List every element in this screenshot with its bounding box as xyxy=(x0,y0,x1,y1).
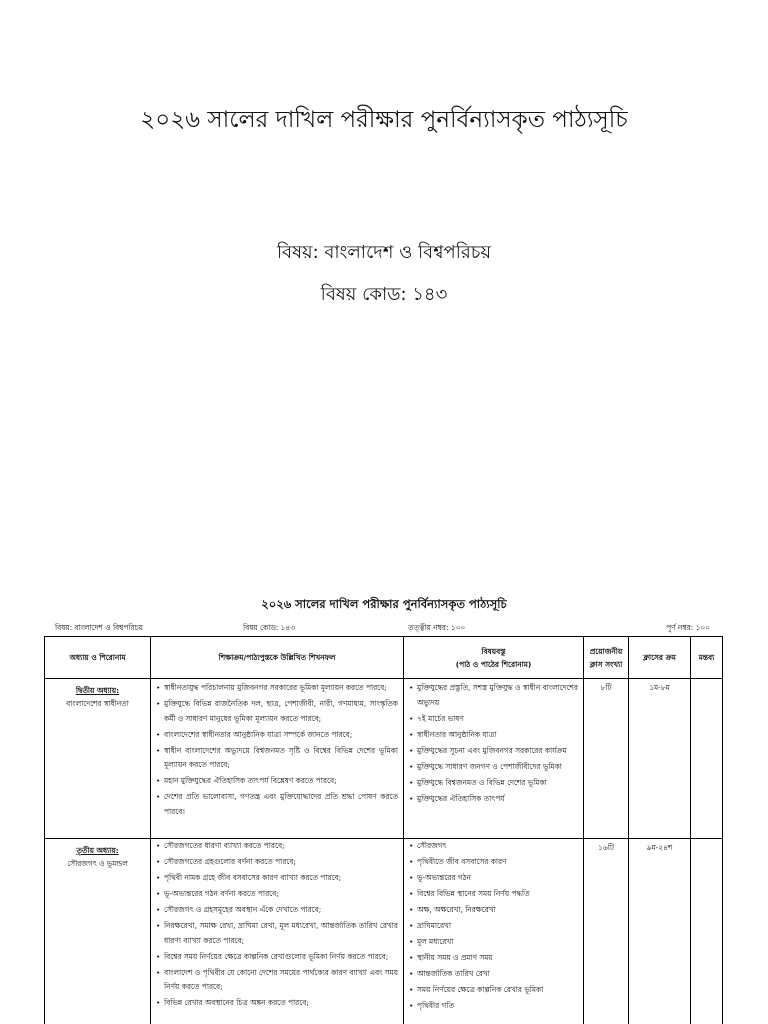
outcome-item: • সৌরজগতের গ্রহগুলোর বর্ণনা করতে পারবে; xyxy=(156,855,398,870)
chapter-title: বাংলাদেশের স্বাধীনতা xyxy=(66,699,129,708)
chapter-title: সৌরজগৎ ও ভূমন্ডল xyxy=(67,859,128,868)
content-item: • মুক্তিযুদ্ধের প্রস্তুতি, সশস্ত্র মুক্তিযুদ্ধ ও স্বাধীন বাংলাদেশের অভ্যুদয় xyxy=(409,681,578,710)
header-classes-label: প্রয়োজনীয় xyxy=(589,646,623,656)
outcome-item: • মুক্তিযুদ্ধে বিভিন্ন রাজনৈতিক দল, ছাত্র, পেশাজীবী, নারী, গণমাধ্যম, সাংস্কৃতিক কর্মী ও সাধারণ মানুষের ভূমিকা মূল্যায়ন করতে পারবে; xyxy=(156,697,398,726)
outcome-item: • মহান মুক্তিযুদ্ধের ঐতিহাসিক তাৎপর্য বিশ্লেষণ করতে পারবে; xyxy=(156,774,398,789)
header-outcomes xyxy=(151,637,404,679)
header-outcomes-label: শিক্ষাক্রম/পাঠ্যপুস্তকে উল্লিখিত শিখনফল xyxy=(218,653,336,662)
row-2-class-order: ৯ম-২৪শ xyxy=(629,839,691,1024)
header-classes xyxy=(584,637,629,679)
content-item: • মুক্তিযুদ্ধে সাধারণ জনগণ ও পেশাজীবীদের ভূমিকা xyxy=(409,760,578,775)
outcome-item: • দেশের প্রতি ভালোবাসা, গণতন্ত্র এবং মুক্তিযোদ্ধাদের প্রতি শ্রদ্ধা পোষণ করতে পারবে। xyxy=(156,790,398,819)
contents-list xyxy=(409,839,578,1014)
row-2-contents xyxy=(404,839,584,1024)
outcome-item: • বিশ্বের সময় নির্ণয়ের ক্ষেত্রে কাল্পনিক রেখাগুলোর ভূমিকা নির্ণয় করতে পারবে; xyxy=(156,950,398,965)
outcome-item: • নিরক্ষরেখা, সমাক্ষ রেখা, দ্রাঘিমা রেখা, মূল মধ্যরেখা, আন্তর্জাতিক তারিখ রেখার ধারণা ব্যাখ্যা করতে পারবে; xyxy=(156,919,398,948)
row-1-outcomes xyxy=(151,679,404,839)
header-content-sublabel: (পাঠ ও পাঠের শিরোনাম) xyxy=(455,659,532,669)
info-full-marks: পূর্ণ নম্বর: ১০০ xyxy=(666,623,710,632)
row-1-class-count: ৮টি xyxy=(584,679,629,839)
outcome-item: • বাংলাদেশ ও পৃথিবীর যে কোনো দেশের সময়ের পার্থক্যের কারণ ব্যাখ্যা এবং সময় নির্ণয় করতে পারবে; xyxy=(156,966,398,995)
content-item: • আন্তর্জাতিক তারিখ রেখা xyxy=(409,967,578,982)
outcome-item: • বাংলাদেশের স্বাধীনতার আনুষ্ঠানিক যাত্রা সম্পর্কে জানতে পারবে; xyxy=(156,728,398,743)
content-item: • ভূ-অভ্যন্তরের গঠন xyxy=(409,871,578,886)
outcomes-list xyxy=(156,839,398,1011)
content-item: • মুক্তিযুদ্ধে বিশ্বজনমত ও বিভিন্ন দেশের ভূমিকা xyxy=(409,776,578,791)
cover-title: ২০২৬ সালের দাখিল পরীক্ষার পুনর্বিন্যাসকৃত পাঠ্যসূচি xyxy=(140,107,628,133)
cover-subject: বিষয়: বাংলাদেশ ও বিশ্বপরিচয় xyxy=(276,242,492,263)
content-item: • মূল মধ্যরেখা xyxy=(409,935,578,950)
outcome-item: • সৌরজগৎ ও গ্রহসমূহের অবস্থান এঁকে দেখাতে পারবে; xyxy=(156,903,398,918)
header-remarks-label: মন্তব্য xyxy=(698,653,715,662)
syllabus-title: ২০২৬ সালের দাখিল পরীক্ষার পুনর্বিন্যাসকৃত পাঠ্যসূচি xyxy=(261,597,507,611)
outcome-item: • সৌরজগতের ধারণা ব্যাখ্যা করতে পারবে; xyxy=(156,839,398,854)
content-item: • স্বাধীনতার আনুষ্ঠানিক যাত্রা xyxy=(409,728,578,743)
content-item: • মুক্তিযুদ্ধের সূচনা এবং মুজিবনগর সরকারের কার্যক্রম xyxy=(409,744,578,759)
header-classes-sublabel: ক্লাস সংখ্যা xyxy=(589,659,623,669)
outcome-item: • ভূ-অভ্যন্তরের গঠন বর্ণনা করতে পারবে; xyxy=(156,887,398,902)
info-subject: বিষয়: বাংলাদেশ ও বিশ্বপরিচয় xyxy=(55,623,143,632)
header-order xyxy=(629,637,691,679)
outcome-item: • স্বাধীনতাযুদ্ধ পরিচালনায় মুজিবনগর সরকারের ভূমিকা মূল্যায়ন করতে পারবে; xyxy=(156,681,398,696)
row-2-outcomes xyxy=(151,839,404,1024)
row-1-contents xyxy=(404,679,584,839)
header-remarks xyxy=(691,637,723,679)
cover-subject-code: বিষয় কোড: ১৪৩ xyxy=(320,284,448,305)
content-item: • পৃথিবীতে জীব বসবাসের কারণ xyxy=(409,855,578,870)
row-2-chapter xyxy=(45,839,151,1024)
syllabus-table xyxy=(44,636,723,1024)
info-theory-marks: তত্ত্বীয় নম্বর: ১০০ xyxy=(408,623,466,632)
content-item: • ৭ই মার্চের ভাষণ xyxy=(409,712,578,727)
content-item: • পৃথিবীর গতি xyxy=(409,999,578,1014)
header-chapter-label: অধ্যায় ও শিরোনাম xyxy=(69,653,126,662)
content-item: • সময় নির্ণয়ের ক্ষেত্রে কাল্পনিক রেখার ভূমিকা xyxy=(409,983,578,998)
outcome-item: • স্বাধীন বাংলাদেশের অভ্যুদয়ে বিশ্বজনমত সৃষ্টি ও বিশ্বের বিভিন্ন দেশের ভূমিকা মূল্যায়ন করতে পারবে; xyxy=(156,744,398,773)
row-2-remarks xyxy=(691,839,723,1024)
content-item: • মুক্তিযুদ্ধের ঐতিহাসিক তাৎপর্য xyxy=(409,792,578,807)
outcome-item: • বিভিন্ন রেখার অবস্থানের চিত্র অঙ্কন করতে পারবে; xyxy=(156,996,398,1011)
header-content-label: বিষয়বস্তু xyxy=(481,646,506,656)
header-order-label: ক্লাসের ক্রম xyxy=(643,653,676,662)
content-item: • অক্ষ, অক্ষরেখা, নিরক্ষরেখা xyxy=(409,903,578,918)
content-item: • সৌরজগৎ xyxy=(409,839,578,854)
contents-list xyxy=(409,681,578,806)
content-item: • বিশ্বের বিভিন্ন স্থানের সময় নির্ণয় পদ্ধতি xyxy=(409,887,578,902)
row-1-remarks xyxy=(691,679,723,839)
row-1-class-order: ১ম-৮ম xyxy=(629,679,691,839)
chapter-number: দ্বিতীয় অধ্যায়: xyxy=(75,686,120,695)
header-chapter xyxy=(45,637,151,679)
info-subject-code: বিষয় কোড: ১৪৩ xyxy=(243,623,295,632)
row-1-chapter xyxy=(45,679,151,839)
content-item: • স্থানীয় সময় ও প্রমাণ সময় xyxy=(409,951,578,966)
outcomes-list xyxy=(156,681,398,819)
content-item: • দ্রাঘিমারেখা xyxy=(409,919,578,934)
row-2-class-count: ১৬টি xyxy=(584,839,629,1024)
chapter-number: তৃতীয় অধ্যায়: xyxy=(76,846,119,855)
header-content xyxy=(404,637,584,679)
outcome-item: • পৃথিবী নামক গ্রহে জীব বসবাসের কারণ ব্যাখ্যা করতে পারবে; xyxy=(156,871,398,886)
